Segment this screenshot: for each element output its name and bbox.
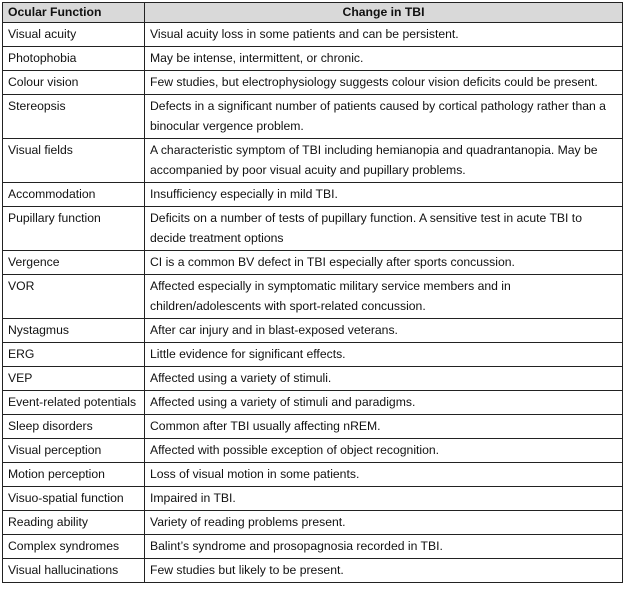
table-row (3, 439, 623, 463)
change-cell: Affected using a variety of stimuli and paradigms. (145, 391, 623, 415)
table-row (3, 391, 623, 415)
change-cell: May be intense, intermittent, or chronic. (145, 47, 623, 71)
table-row (3, 415, 623, 439)
change-cell: Variety of reading problems present. (145, 511, 623, 535)
table-row (3, 139, 623, 183)
function-cell: Motion perception (3, 463, 145, 487)
change-cell: After car injury and in blast-exposed veterans. (145, 319, 623, 343)
change-cell: Common after TBI usually affecting nREM. (145, 415, 623, 439)
header-change-in-tbi: Change in TBI (145, 3, 623, 23)
function-cell: Nystagmus (3, 319, 145, 343)
function-cell: Visuo-spatial function (3, 487, 145, 511)
table-row (3, 559, 623, 583)
function-cell: Vergence (3, 251, 145, 275)
function-cell: Pupillary function (3, 207, 145, 251)
change-cell: Few studies but likely to be present. (145, 559, 623, 583)
table-row (3, 207, 623, 251)
change-cell: CI is a common BV defect in TBI especially after sports concussion. (145, 251, 623, 275)
table-row (3, 71, 623, 95)
function-cell: Colour vision (3, 71, 145, 95)
table-row (3, 275, 623, 319)
function-cell: Reading ability (3, 511, 145, 535)
function-cell: Sleep disorders (3, 415, 145, 439)
function-cell: Visual fields (3, 139, 145, 183)
table-row (3, 535, 623, 559)
function-cell: Event-related potentials (3, 391, 145, 415)
function-cell: Accommodation (3, 183, 145, 207)
function-cell: Visual perception (3, 439, 145, 463)
table-row (3, 95, 623, 139)
change-cell: Balint’s syndrome and prosopagnosia recorded in TBI. (145, 535, 623, 559)
change-cell: Little evidence for significant effects. (145, 343, 623, 367)
function-cell: VOR (3, 275, 145, 319)
change-cell: Insufficiency especially in mild TBI. (145, 183, 623, 207)
table-row (3, 343, 623, 367)
function-cell: VEP (3, 367, 145, 391)
table-row (3, 23, 623, 47)
function-cell: Photophobia (3, 47, 145, 71)
ocular-function-table (2, 2, 623, 583)
table-row (3, 319, 623, 343)
function-cell: Visual hallucinations (3, 559, 145, 583)
table-container (2, 2, 622, 583)
table-row (3, 47, 623, 71)
change-cell: Affected with possible exception of object recognition. (145, 439, 623, 463)
table-row (3, 183, 623, 207)
header-ocular-function: Ocular Function (3, 3, 145, 23)
change-cell: Affected especially in symptomatic military service members and in children/adolescents with sport-related concussion. (145, 275, 623, 319)
change-cell: Loss of visual motion in some patients. (145, 463, 623, 487)
table-row (3, 367, 623, 391)
change-cell: Visual acuity loss in some patients and can be persistent. (145, 23, 623, 47)
change-cell: Deficits on a number of tests of pupillary function. A sensitive test in acute TBI to decide treatment options (145, 207, 623, 251)
table-row (3, 511, 623, 535)
change-cell: A characteristic symptom of TBI including hemianopia and quadrantanopia. May be accompanied by poor visual acuity and pupillary problems. (145, 139, 623, 183)
table-row (3, 487, 623, 511)
table-row (3, 251, 623, 275)
table-row (3, 463, 623, 487)
function-cell: Stereopsis (3, 95, 145, 139)
change-cell: Few studies, but electrophysiology suggests colour vision deficits could be present. (145, 71, 623, 95)
header-row (3, 3, 623, 23)
function-cell: Visual acuity (3, 23, 145, 47)
function-cell: ERG (3, 343, 145, 367)
change-cell: Affected using a variety of stimuli. (145, 367, 623, 391)
function-cell: Complex syndromes (3, 535, 145, 559)
change-cell: Impaired in TBI. (145, 487, 623, 511)
change-cell: Defects in a significant number of patients caused by cortical pathology rather than a binocular vergence problem. (145, 95, 623, 139)
